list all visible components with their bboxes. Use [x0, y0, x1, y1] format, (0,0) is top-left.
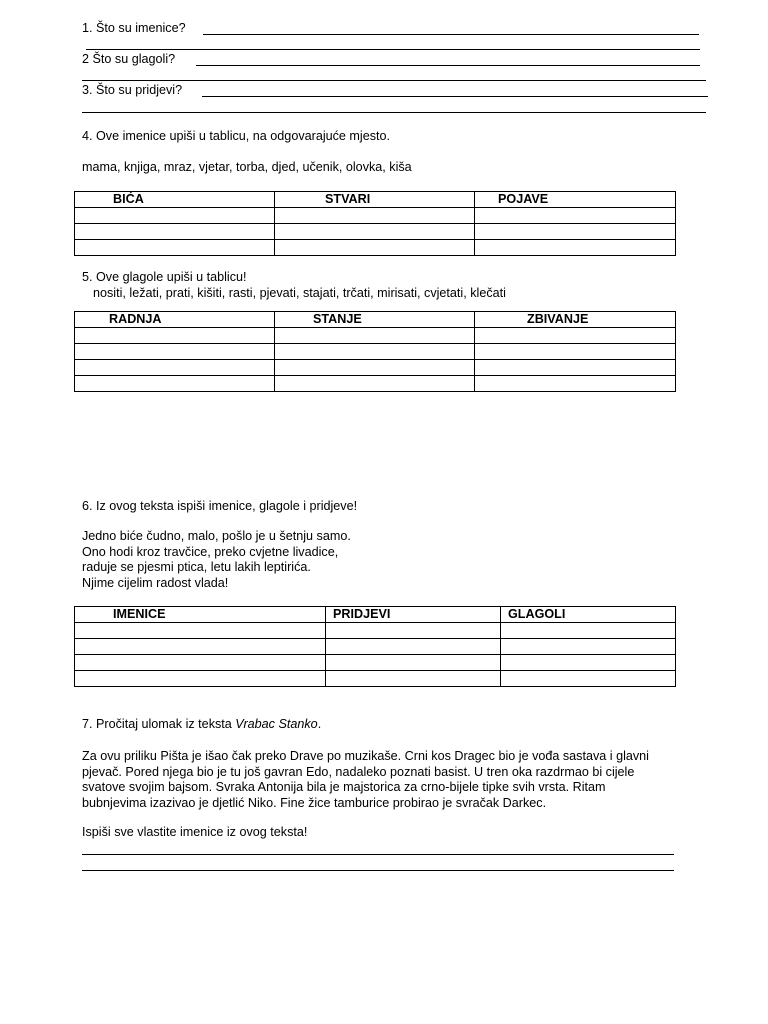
table-cell[interactable] — [275, 224, 475, 240]
answer-line[interactable] — [82, 854, 674, 855]
table-row — [75, 328, 676, 344]
table-header: IMENICE — [75, 607, 326, 623]
table-cell[interactable] — [275, 328, 475, 344]
nouns-table — [74, 191, 676, 256]
table-cell[interactable] — [75, 639, 326, 655]
table-cell[interactable] — [475, 328, 676, 344]
poem-line: Jedno biće čudno, malo, pošlo je u šetnju samo. — [82, 529, 351, 543]
table-cell[interactable] — [275, 208, 475, 224]
table-cell[interactable] — [475, 360, 676, 376]
excerpt-line: Za ovu priliku Pišta je išao čak preko Drave po muzikaše. Crni kos Dragec bio je vođa sastava i glavni — [82, 749, 649, 763]
table-cell[interactable] — [275, 344, 475, 360]
table-cell[interactable] — [475, 344, 676, 360]
excerpt-line: pjevač. Pored njega bio je tu još gavran Edo, nadaleko poznati basist. U tren oka razdrmao bi cijele — [82, 764, 635, 779]
table-header-row — [75, 607, 676, 623]
table-row — [75, 344, 676, 360]
table-cell[interactable] — [275, 360, 475, 376]
table-cell[interactable] — [75, 360, 275, 376]
table-row — [75, 639, 676, 655]
table-cell[interactable] — [475, 376, 676, 392]
table-cell[interactable] — [501, 655, 676, 671]
word-types-table — [74, 606, 676, 687]
table-cell[interactable] — [75, 344, 275, 360]
table-row — [75, 671, 676, 687]
instruction-suffix: . — [317, 717, 322, 731]
answer-line[interactable] — [86, 49, 700, 50]
table-row — [75, 360, 676, 376]
table-cell[interactable] — [475, 224, 676, 240]
table-cell[interactable] — [75, 623, 326, 639]
table-cell[interactable] — [275, 240, 475, 256]
table-header-row — [75, 312, 676, 328]
table-cell[interactable] — [475, 208, 676, 224]
question-3: 3. Što su pridjevi? — [82, 83, 183, 97]
table-cell[interactable] — [75, 655, 326, 671]
table-cell[interactable] — [75, 671, 326, 687]
table-header: PRIDJEVI — [326, 607, 501, 623]
poem — [82, 529, 351, 591]
question-1: 1. Što su imenice? — [82, 21, 186, 35]
table-cell[interactable] — [75, 240, 275, 256]
question-4-instruction: 4. Ove imenice upiši u tablicu, na odgovarajuće mjesto. — [82, 129, 391, 143]
answer-line[interactable] — [203, 34, 699, 35]
table-cell[interactable] — [501, 623, 676, 639]
verbs-table — [74, 311, 676, 392]
table-row — [75, 623, 676, 639]
answer-line[interactable] — [202, 96, 708, 97]
table-header: STANJE — [275, 312, 475, 328]
table-cell[interactable] — [501, 639, 676, 655]
answer-line[interactable] — [82, 112, 706, 113]
table-cell[interactable] — [75, 224, 275, 240]
question-2: 2 Što su glagoli? — [82, 52, 176, 66]
table-row — [75, 240, 676, 256]
table-header: RADNJA — [75, 312, 275, 328]
story-title: Vrabac Stanko — [235, 717, 318, 731]
table-header: ZBIVANJE — [475, 312, 676, 328]
table-cell[interactable] — [326, 655, 501, 671]
answer-line[interactable] — [196, 65, 700, 66]
table-cell[interactable] — [75, 376, 275, 392]
table-cell[interactable] — [326, 623, 501, 639]
table-header: GLAGOLI — [501, 607, 676, 623]
story-excerpt — [82, 749, 649, 811]
question-7-instruction — [82, 717, 321, 732]
answer-line[interactable] — [82, 80, 706, 81]
question-4-words: mama, knjiga, mraz, vjetar, torba, djed, učenik, olovka, kiša — [82, 160, 412, 174]
table-row — [75, 208, 676, 224]
poem-line: Ono hodi kroz travčice, preko cvjetne livadice, — [82, 544, 339, 559]
table-row — [75, 655, 676, 671]
table-cell[interactable] — [75, 328, 275, 344]
table-cell[interactable] — [275, 376, 475, 392]
answer-line[interactable] — [82, 870, 674, 871]
table-header: STVARI — [275, 192, 475, 208]
excerpt-line: bubnjevima izazivao je djetlić Niko. Fine žice tamburice probirao je svračak Darkec. — [82, 795, 547, 810]
question-5-instruction: 5. Ove glagole upiši u tablicu! — [82, 270, 247, 284]
question-7-task: Ispiši sve vlastite imenice iz ovog teksta! — [82, 825, 308, 839]
table-cell[interactable] — [75, 208, 275, 224]
table-row — [75, 224, 676, 240]
poem-line: Njime cijelim radost vlada! — [82, 575, 229, 590]
table-header-row — [75, 192, 676, 208]
table-cell[interactable] — [326, 671, 501, 687]
table-header: POJAVE — [475, 192, 676, 208]
table-cell[interactable] — [475, 240, 676, 256]
question-6-instruction: 6. Iz ovog teksta ispiši imenice, glagole i pridjeve! — [82, 499, 358, 513]
question-5-words: nositi, ležati, prati, kišiti, rasti, pjevati, stajati, trčati, mirisati, cvjetati, klečati — [93, 286, 506, 300]
instruction-prefix: 7. Pročitaj ulomak iz teksta — [82, 717, 236, 731]
table-header: BIĆA — [75, 192, 275, 208]
table-cell[interactable] — [326, 639, 501, 655]
poem-line: raduje se pjesmi ptica, letu lakih leptirića. — [82, 560, 311, 574]
excerpt-line: svatove svojim bajsom. Svraka Antonija bila je majstorica za crno-bijele tipke svih vrsta. Ritam — [82, 780, 606, 794]
table-cell[interactable] — [501, 671, 676, 687]
table-row — [75, 376, 676, 392]
